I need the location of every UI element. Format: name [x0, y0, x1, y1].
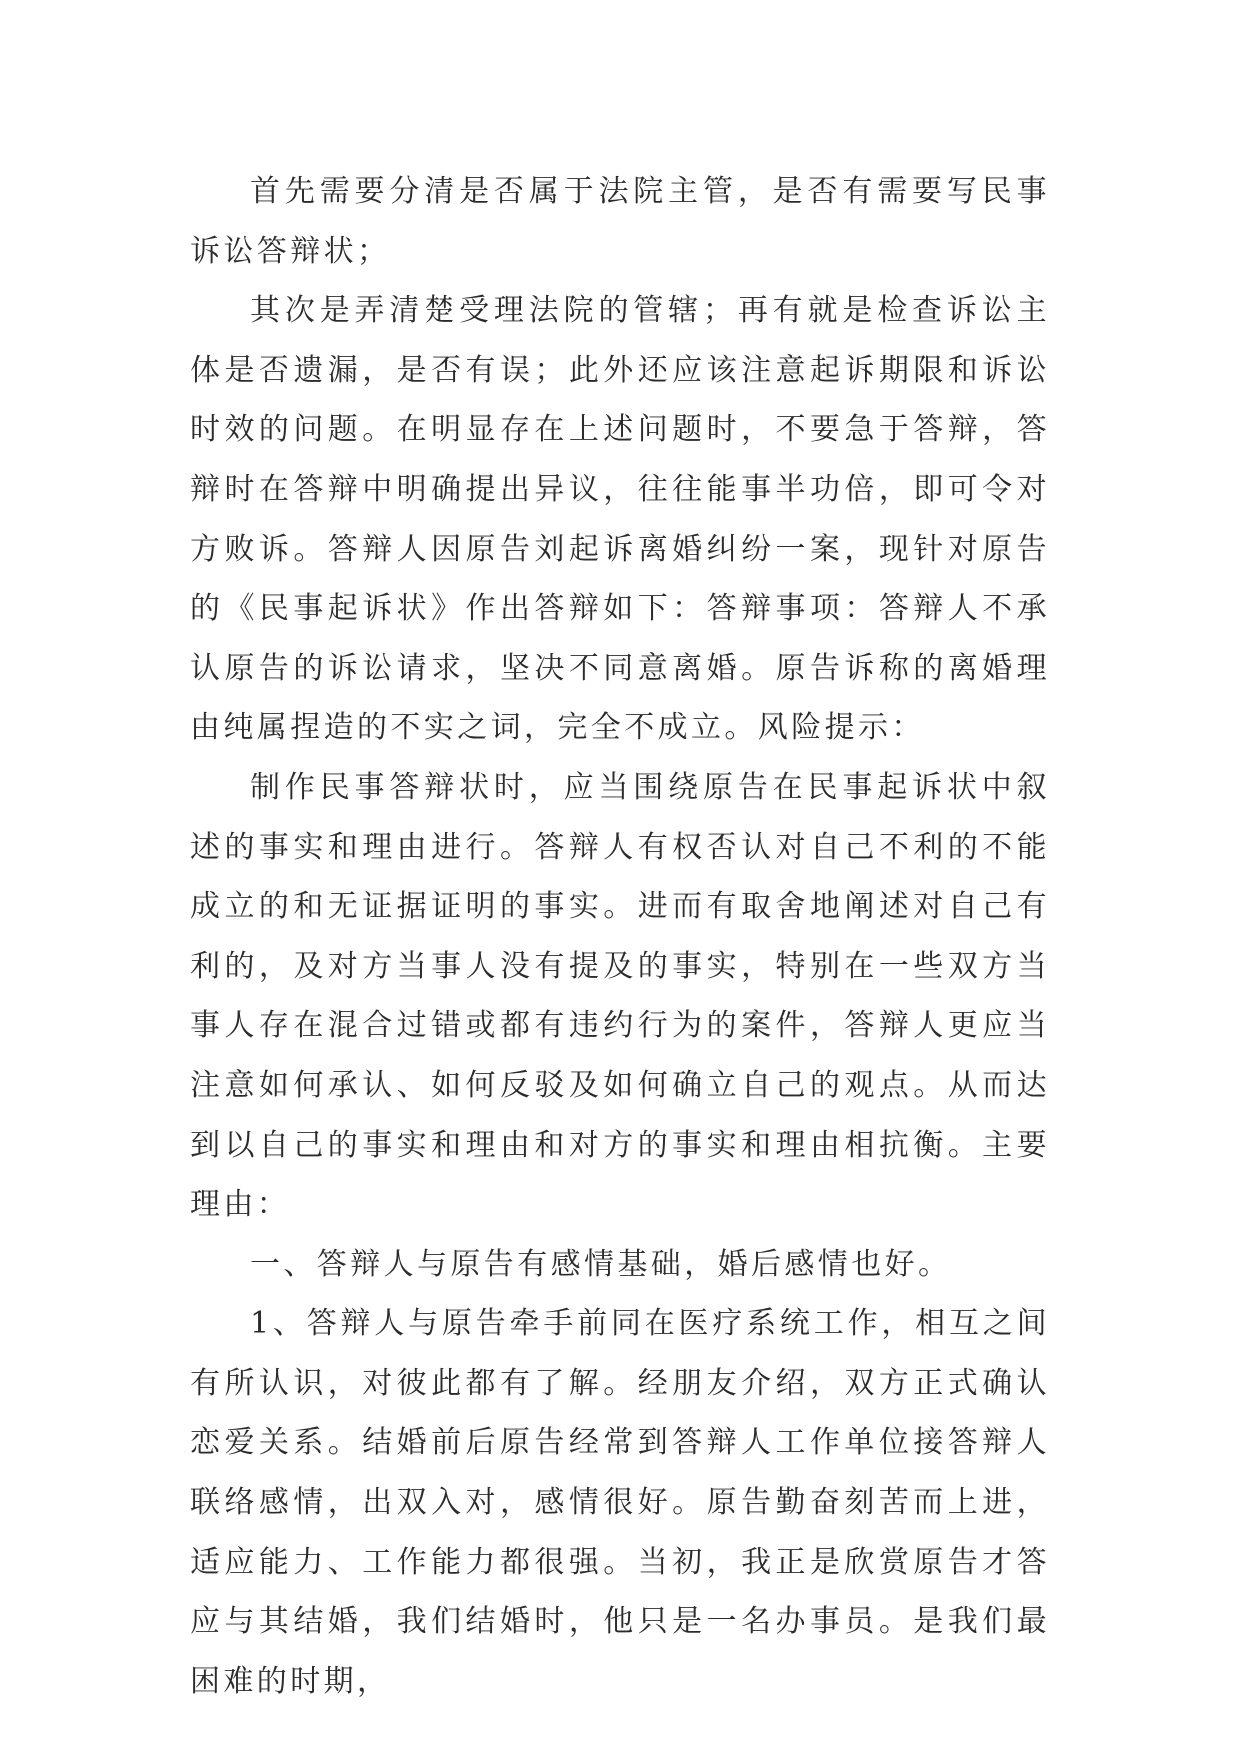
paragraph-4: 一、答辩人与原告有感情基础，婚后感情也好。 [250, 1246, 952, 1282]
paragraph-1: 首先需要分清是否属于法院主管，是否有需要写民事诉讼答辩状； [190, 174, 1050, 269]
paragraph-5: 1、答辩人与原告牵手前同在医疗系统工作，相互之间有所认识，对彼此都有了解。经朋友介绍，双方正式确认恋爱关系。结婚前后原告经常到答辩人工作单位接答辩人联络感情，出双入对，感情很好。原告勤奋刻苦而上进，适应能力、工作能力都很强。当初，我正是欣赏原告才答应与其结婚，我们结婚时，他只是一名办事员。是我们最困难的时期， [190, 1306, 1050, 1699]
document-body [190, 162, 1050, 1711]
paragraph-2: 其次是弄清楚受理法院的管辖；再有就是检查诉讼主体是否遗漏，是否有误；此外还应该注意起诉期限和诉讼时效的问题。在明显存在上述问题时，不要急于答辩，答辩时在答辩中明确提出异议，往往能事半功倍，即可令对方败诉。答辩人因原告刘起诉离婚纠纷一案，现针对原告的《民事起诉状》作出答辩如下：答辩事项：答辩人不承认原告的诉讼请求，坚决不同意离婚。原告诉称的离婚理由纯属捏造的不实之词，完全不成立。风险提示： [190, 293, 1050, 746]
paragraph-3: 制作民事答辩状时，应当围绕原告在民事起诉状中叙述的事实和理由进行。答辩人有权否认对自己不利的不能成立的和无证据证明的事实。进而有取舍地阐述对自己有利的，及对方当事人没有提及的事实，特别在一些双方当事人存在混合过错或都有违约行为的案件，答辩人更应当注意如何承认、如何反驳及如何确立自己的观点。从而达到以自己的事实和理由和对方的事实和理由相抗衡。主要理由： [190, 769, 1050, 1223]
